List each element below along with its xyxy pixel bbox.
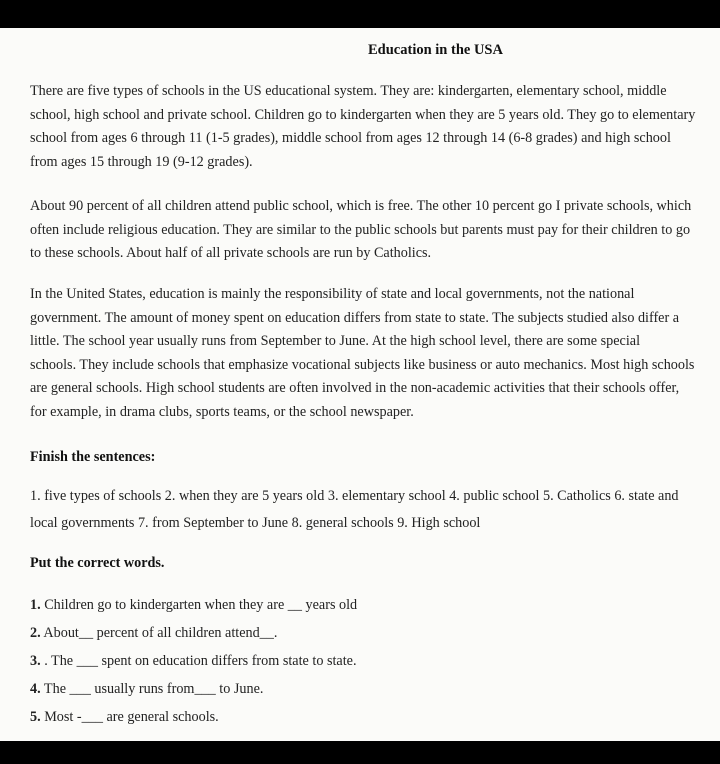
paragraph-3 [30,283,694,424]
paragraph-line: In the United States, education is mainly the responsibility of state and local governments, not the national [30,286,635,302]
item-text: . The ___ spent on education differs from state to state. [40,653,357,669]
paragraph-line: There are five types of schools in the US educational system. They are: kindergarten, elementary school, middle [30,83,667,99]
item-text: The ___ usually runs from___ to June. [40,681,264,697]
finish-sentences-heading: Finish the sentences: [30,449,156,465]
item-text: Most -___ are general schools. [40,709,219,725]
exercise-item [30,675,357,703]
item-text: About__ percent of all children attend__. [40,625,278,641]
paragraph-line: from ages 15 through 19 (9-12 grades). [30,153,253,170]
paragraph-line: school from ages 6 through 11 (1-5 grades), middle school from ages 12 through 14 (6-8 grades) and high school [30,130,671,146]
item-number: 5. [30,709,41,725]
put-words-heading: Put the correct words. [30,555,165,571]
item-text: Children go to kindergarten when they are __ years old [40,597,358,613]
exercise-item [30,647,357,675]
exercise-item [30,703,357,731]
item-number: 2. [30,625,41,641]
exercise-item [30,591,357,619]
item-number: 3. [30,653,41,669]
document-page [0,28,720,741]
paragraph-line: little. The school year usually runs from September to June. At the high school level, there are some special [30,333,641,349]
paragraph-line: to these schools. About half of all private schools are run by Catholics. [30,245,432,261]
exercise-item [30,619,357,647]
paragraph-line: school, high school and private school. Children go to kindergarten when they are 5 years old. They go to elementary [30,106,696,123]
item-number: 4. [30,681,41,697]
paragraph-line: government. The amount of money spent on education differs from state to state. The subjects studied also differ a [30,309,680,326]
page-title: Education in the USA [368,42,503,58]
paragraph-line: for example, in drama clubs, sports teams, or the school newspaper. [30,403,414,420]
exercise-list [30,591,357,731]
paragraph-line: About 90 percent of all children attend public school, which is free. The other 10 percent go I private schools, which [30,198,692,214]
paragraph-2 [30,195,691,266]
answer-line: 1. five types of schools 2. when they are 5 years old 3. elementary school 4. public school 5. Catholics 6. state and [30,488,679,504]
paragraph-1 [30,80,695,174]
item-number: 1. [30,597,41,613]
paragraph-line: are general schools. High school students are often involved in the non-academic activities that their schools offer, [30,380,680,396]
paragraph-line: schools. They include schools that emphasize vocational subjects like business or auto mechanics. Most high schools [30,356,695,373]
answer-line: local governments 7. from September to June 8. general schools 9. High school [30,515,481,531]
finish-answers [30,483,679,537]
paragraph-line: often include religious education. They are similar to the public schools but parents must pay for their children to go [30,221,691,238]
